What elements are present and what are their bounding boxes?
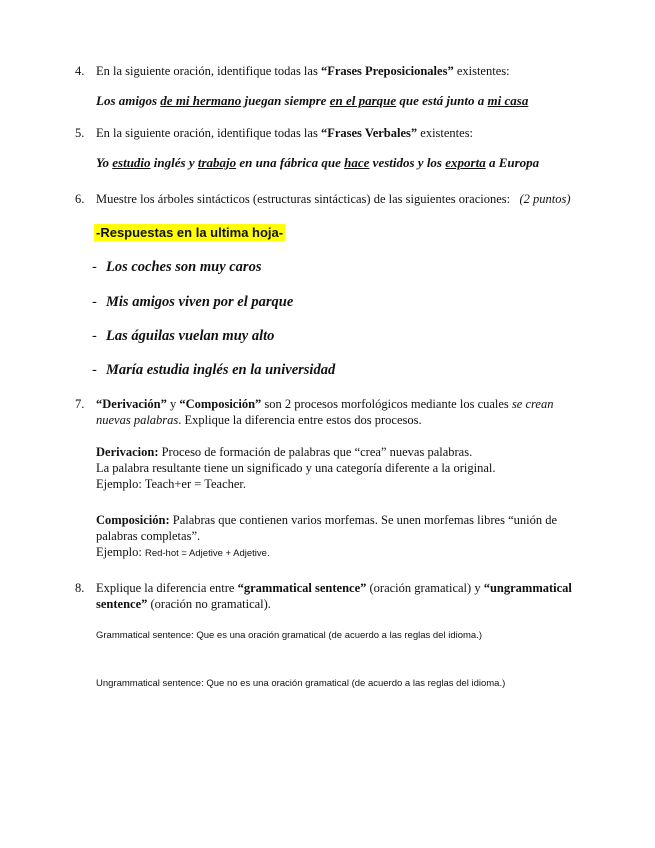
term-derivacion: “Derivación” [96,397,167,411]
question-8-number: 8. [75,581,85,595]
bullet-dash: - [92,259,97,275]
q5-sentence-part: en una fábrica que [236,155,345,170]
question-5-number: 5. [75,126,85,140]
conjunction: y [166,397,180,411]
sentence-text: María estudia inglés en la universidad [106,362,336,378]
question-7-italic: se crean nuevas palabras [96,397,554,427]
question-8-prefix: Explique la diferencia entre [96,581,238,595]
q4-sentence-part: que está junto a [396,93,488,108]
question-5-term: “Frases Verbales” [320,126,418,140]
q4-prepositional-phrase: en el parque [329,93,397,108]
question-4-prefix: En la siguiente oración, identifique todas las [96,64,321,78]
composicion-label: Composición: [96,513,170,527]
question-4-suffix: existentes: [453,64,510,78]
derivacion-answer [96,444,576,492]
q4-prepositional-phrase: de mi hermano [160,93,242,108]
bullet-dash: - [92,294,97,310]
sentence-text: Las águilas vuelan muy alto [106,328,275,344]
q4-prepositional-phrase: mi casa [487,93,529,108]
question-7-number: 7. [75,397,85,411]
question-8-text: (oración gramatical) y [366,581,484,595]
q4-sentence-part: Los amigos [96,93,161,108]
sentence-text: Los coches son muy caros [106,259,262,275]
question-4-number: 4. [75,64,85,78]
q5-sentence-part: Yo [96,155,113,170]
composicion-line: Palabras que contienen varios morfemas. Se unen morfemas libres “unión de palabras completas”. [96,513,558,543]
sentence-item-2 [92,294,293,310]
ungrammatical-answer: Ungrammatical sentence: Que no es una oración gramatical (de acuerdo a las reglas del idioma.) [96,678,506,689]
question-6-text: Muestre los árboles sintácticos (estructuras sintácticas) de las siguientes oraciones: [96,192,511,206]
question-6-prompt [96,191,596,207]
composicion-answer [96,512,574,562]
question-8-end: (oración no gramatical). [147,597,271,611]
q5-sentence-part: a Europa [485,155,540,170]
q5-verb: hace [344,155,370,170]
derivacion-line: La palabra resultante tiene un significado y una categoría diferente a la original. [96,461,496,475]
derivacion-label: Derivacion: [96,445,159,459]
derivacion-line: Proceso de formación de palabras que “crea” nuevas palabras. [158,445,473,459]
question-8-prompt [96,580,588,612]
question-7-prompt [96,396,574,428]
q5-sentence-part: inglés y [150,155,198,170]
question-4-term: “Frases Preposicionales” [320,64,454,78]
question-6-points: (2 puntos) [519,192,571,206]
question-4-sentence [96,93,528,109]
derivacion-example: Ejemplo: Teach+er = Teacher. [96,477,247,491]
answers-note [94,225,285,241]
question-5-sentence [96,155,539,171]
question-4-prompt [96,63,576,79]
sentence-item-3 [92,328,274,344]
question-6-number: 6. [75,192,85,206]
sentence-text: Mis amigos viven por el parque [106,294,294,310]
question-5-prefix: En la siguiente oración, identifique todas las [96,126,321,140]
q4-sentence-part: juegan siempre [241,93,330,108]
grammatical-answer: Grammatical sentence: Que es una oración gramatical (de acuerdo a las reglas del idioma.) [96,630,482,641]
q5-verb: exporta [445,155,486,170]
bullet-dash: - [92,328,97,344]
term-grammatical: “grammatical sentence” [237,581,367,595]
question-5-prompt [96,125,576,141]
sentence-item-1 [92,259,261,275]
term-ungrammatical: “ungrammatical sentence” [96,581,572,611]
term-composicion: “Composición” [179,397,262,411]
question-7-text: son 2 procesos morfológicos mediante los cuales [261,397,512,411]
q5-verb: estudio [112,155,151,170]
question-7-end: . Explique la diferencia entre estos dos procesos. [178,413,422,427]
bullet-dash: - [92,362,97,378]
composicion-example-label: Ejemplo: [96,545,145,559]
sentence-item-4 [92,362,335,378]
composicion-example: Red-hot = Adjetive + Adjetive. [144,548,270,559]
q5-verb: trabajo [197,155,237,170]
question-5-suffix: existentes: [417,126,474,140]
q5-sentence-part: vestidos y los [369,155,446,170]
answers-note-highlight: -Respuestas en la ultima hoja- [96,225,284,240]
